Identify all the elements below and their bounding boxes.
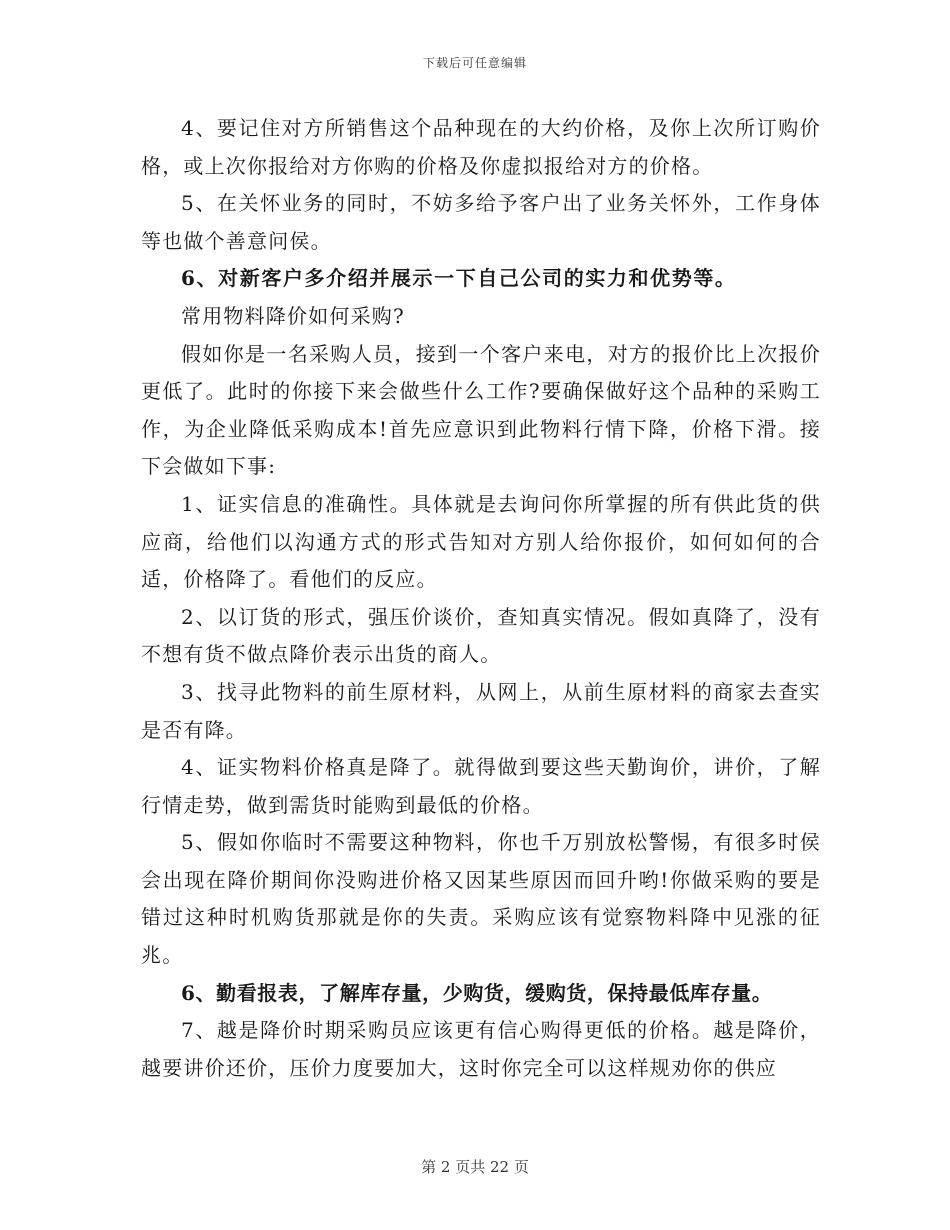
paragraph-step-3: 3、找寻此物料的前生原材料，从网上，从前生原材料的商家去查实是否有降。 — [141, 679, 821, 742]
paragraph-step-2: 2、以订货的形式，强压价谈价，查知真实情况。假如真降了，没有不想有货不做点降价表示出货的商人。 — [141, 604, 821, 667]
paragraph-intro: 假如你是一名采购人员，接到一个客户来电，对方的报价比上次报价更低了。此时的你接下来会做些什么工作?要确保做好这个品种的采购工作，为企业降低采购成本!首先应意识到此物料行情下降，价格下滑。接下会做如下事: — [141, 341, 821, 479]
document-body — [141, 110, 821, 1087]
paragraph-step-4: 4、证实物料价格真是降了。就得做到要这些天勤询价，讲价，了解行情走势，做到需货时能购到最低的价格。 — [141, 755, 821, 817]
paragraph-step-1: 1、证实信息的准确性。具体就是去询问你所掌握的所有供此货的供应商，给他们以沟通方式的形式告知对方别人给你报价，如何如何的合适，价格降了。看他们的反应。 — [141, 491, 821, 592]
paragraph-step-5: 5、假如你临时不需要这种物料，你也千万别放松警惕，有很多时侯会出现在降价期间你没购进价格又因某些原因而回升哟!你做采购的要是错过这种时机购货那就是你的失责。采购应该有觉察物料降中见涨的征兆。 — [141, 830, 821, 968]
paragraph-item-4: 4、要记住对方所销售这个品种现在的大约价格，及你上次所订购价格，或上次你报给对方你购的价格及你虚拟报给对方的价格。 — [141, 116, 821, 178]
section-heading: 常用物料降价如何采购? — [181, 303, 405, 328]
paragraph-item-6-bold: 6、对新客户多介绍并展示一下自己公司的实力和优势等。 — [181, 266, 737, 291]
paragraph-step-6-bold: 6、勤看报表，了解库存量，少购货，缓购货，保持最低库存量。 — [181, 980, 773, 1005]
page-footer: 第 2 页共 22 页 — [421, 1158, 529, 1176]
paragraph-step-7: 7、越是降价时期采购员应该更有信心购得更低的价格。越是降价，越要讲价还价，压价力度要加大，这时你完全可以这样规劝你的供应 — [141, 1018, 821, 1080]
page-header: 下载后可任意编辑 — [422, 56, 527, 70]
paragraph-item-5: 5、在关怀业务的同时，不妨多给予客户出了业务关怀外，工作身体等也做个善意问侯。 — [141, 191, 821, 253]
